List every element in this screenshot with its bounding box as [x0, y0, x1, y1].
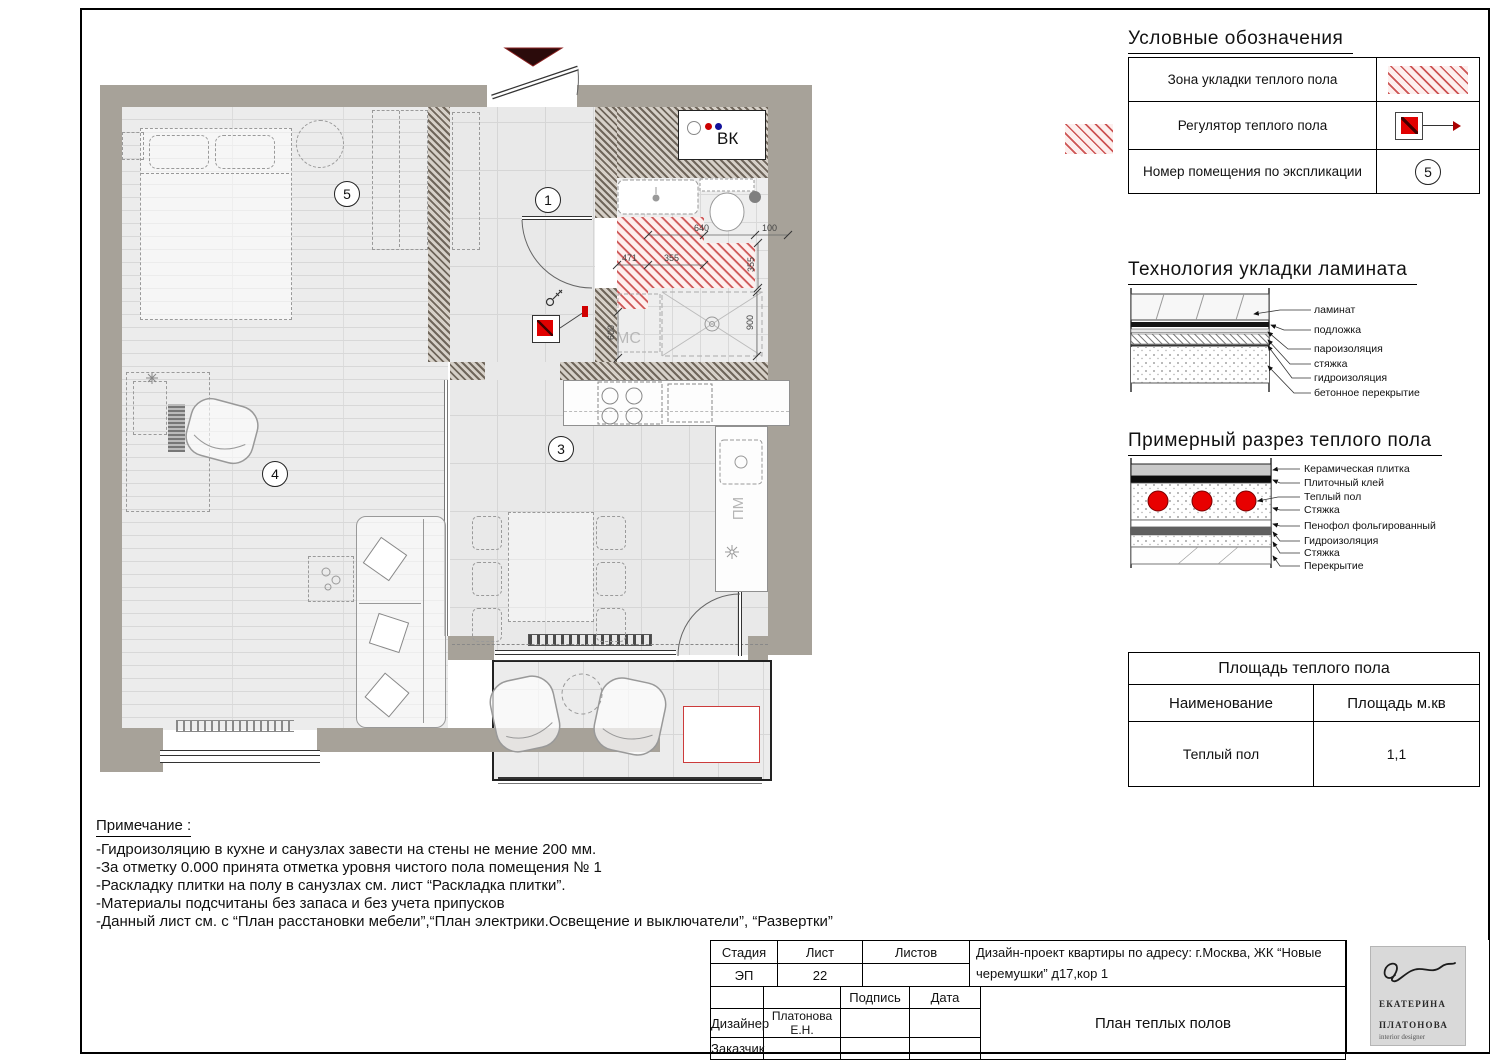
note-line: -Материалы подсчитаны без запаса и без учета припусков: [96, 895, 505, 912]
room-number-1: 1: [535, 187, 561, 213]
empty-cell: [711, 987, 764, 1009]
svg-text:Пенофол фольгированный: Пенофол фольгированный: [1304, 520, 1436, 532]
room-number-5: 5: [334, 181, 360, 207]
legend-title: Условные обозначения: [1128, 28, 1353, 54]
client-value: [764, 1038, 841, 1060]
entry-arrow-icon: [505, 48, 562, 66]
designer-sign-cell: [841, 1009, 910, 1038]
regulator-arrow-head: [1453, 121, 1461, 131]
laminate-title: Технология укладки ламината: [1128, 259, 1417, 285]
svg-text:Плиточный клей: Плиточный клей: [1304, 477, 1384, 489]
light-icon: [725, 545, 739, 559]
legend-symbol-cell: [1376, 58, 1479, 101]
notes-title: Примечание :: [96, 817, 191, 837]
sheet-label: Лист: [778, 941, 863, 964]
legend-symbol-cell: [1376, 150, 1479, 193]
warm-floor-zone: [617, 217, 755, 309]
vk-label: ВК: [717, 129, 739, 148]
sign-label: Подпись: [841, 987, 910, 1009]
sink: [618, 180, 698, 214]
stray-hatch-swatch: [1065, 124, 1113, 154]
col-header-name: Наименование: [1169, 694, 1273, 712]
dishwasher-label: ПМ: [730, 496, 747, 521]
sheets-value: [863, 964, 970, 987]
warm-floor-hatch-icon: [1388, 66, 1468, 94]
oven: [668, 384, 712, 422]
svg-text:640: 640: [694, 223, 710, 233]
logo-name-line2: ПЛАТОНОВА: [1379, 1020, 1449, 1030]
legend-row: [1129, 102, 1479, 150]
armchair-living: [182, 394, 263, 468]
svg-text:пароизоляция: пароизоляция: [1314, 343, 1383, 355]
svg-text:Стяжка: Стяжка: [1304, 547, 1340, 559]
room-number-3: 3: [548, 436, 574, 462]
plan-overlay: [100, 40, 815, 785]
note-line: -За отметку 0.000 принята отметка уровня чистого пола помещения № 1: [96, 859, 602, 876]
legend-label: Зона укладки теплого пола: [1167, 72, 1338, 87]
svg-text:600: 600: [606, 324, 616, 340]
balcony-chair: [486, 672, 564, 756]
area-table-row: [1129, 722, 1479, 786]
legend-label: Регулятор теплого пола: [1177, 118, 1328, 133]
legend-row: [1129, 58, 1479, 102]
area-table: [1128, 652, 1480, 787]
balcony-table: [562, 674, 602, 714]
svg-text:Стяжка: Стяжка: [1304, 504, 1340, 516]
client-label: Заказчик: [711, 1038, 764, 1060]
warm-section-title: Примерный разрез теплого пола: [1128, 430, 1442, 456]
svg-text:стяжка: стяжка: [1314, 358, 1348, 370]
legend-symbol-cell: [1376, 102, 1479, 149]
row-name: Теплый пол: [1182, 746, 1260, 762]
svg-text:471: 471: [622, 253, 638, 263]
stage-label: Стадия: [711, 941, 778, 964]
designer-date-cell: [910, 1009, 981, 1038]
svg-text:бетонное перекрытие: бетонное перекрытие: [1314, 387, 1420, 399]
regulator-arrow-line: [1423, 125, 1453, 126]
drawing-title: План теплых полов: [981, 987, 1346, 1060]
switch-icon: [547, 290, 563, 306]
svg-text:355: 355: [664, 253, 680, 263]
row-value: 1,1: [1313, 722, 1479, 786]
room-number-4: 4: [262, 461, 288, 487]
warm-floor-diagram: [1128, 458, 1484, 590]
col-header-area: Площадь м.кв: [1313, 685, 1479, 721]
project-description: Дизайн-проект квартиры по адресу: г.Москва, ЖК “Новые черемушки” д17,кор 1: [970, 941, 1346, 987]
svg-text:900: 900: [745, 314, 755, 330]
hob: [598, 382, 662, 424]
regulator-lead: [560, 312, 584, 328]
bathroom-door: [522, 218, 592, 288]
svg-text:подложка: подложка: [1314, 324, 1362, 336]
regulator-wall-point: [582, 306, 588, 317]
legend-row: [1129, 150, 1479, 193]
svg-text:355: 355: [746, 256, 756, 272]
svg-text:Керамическая плитка: Керамическая плитка: [1304, 463, 1410, 475]
logo-subtitle: interior designer: [1379, 1033, 1426, 1041]
room-number-icon: 5: [1415, 159, 1441, 185]
logo-cell: [1346, 940, 1489, 1052]
sheets-label: Листов: [863, 941, 970, 964]
legend-label: Номер помещения по экспликации: [1143, 164, 1362, 179]
area-table-header: [1129, 685, 1479, 722]
client-sign-cell: [841, 1038, 910, 1060]
svg-text:Перекрытие: Перекрытие: [1304, 560, 1364, 572]
washing-machine-label: МС: [616, 330, 641, 347]
regulator-red-square: [1401, 117, 1418, 134]
client-date-cell: [910, 1038, 981, 1060]
logo-name-line1: ЕКАТЕРИНА: [1379, 999, 1447, 1009]
designer-label: Дизайнер: [711, 1009, 764, 1038]
svg-text:Гидроизоляция: Гидроизоляция: [1304, 535, 1379, 547]
logo-signature-icon: [1379, 953, 1457, 989]
titleblock-bottom: [710, 986, 1346, 1060]
candles: [322, 568, 340, 590]
empty-cell: [764, 987, 841, 1009]
svg-text:Теплый пол: Теплый пол: [1304, 491, 1362, 503]
designer-logo: [1370, 946, 1466, 1046]
legend-table: [1128, 57, 1480, 194]
svg-text:ламинат: ламинат: [1314, 304, 1356, 316]
balcony-chair: [590, 674, 670, 759]
date-label: Дата: [910, 987, 981, 1009]
area-table-title: Площадь теплого пола: [1129, 653, 1479, 685]
note-line: -Гидроизоляцию в кухне и санузлах завести на стены не мение 200 мм.: [96, 841, 597, 858]
kitchen-sink: [720, 440, 762, 484]
titleblock-top: [710, 940, 1346, 987]
regulator-icon: [1395, 112, 1423, 140]
stage-value: ЭП: [711, 964, 778, 987]
laminate-diagram: [1128, 288, 1484, 410]
entrance-door: [492, 68, 578, 97]
note-line: -Данный лист см. с “План расстановки мебели”,“План электрики.Освещение и выключатели”, “Развертки”: [96, 913, 833, 930]
svg-text:гидроизоляция: гидроизоляция: [1314, 372, 1388, 384]
balcony-door: [678, 592, 740, 656]
boiler-icon: [749, 191, 761, 203]
note-line: -Раскладку плитки на полу в санузлах см. лист “Раскладка плитки”.: [96, 877, 566, 894]
sheet-value: 22: [778, 964, 863, 987]
svg-text:100: 100: [762, 223, 778, 233]
notes-block: [96, 817, 856, 931]
designer-value: Платонова Е.Н.: [764, 1009, 841, 1038]
plant-icon: [146, 372, 158, 384]
